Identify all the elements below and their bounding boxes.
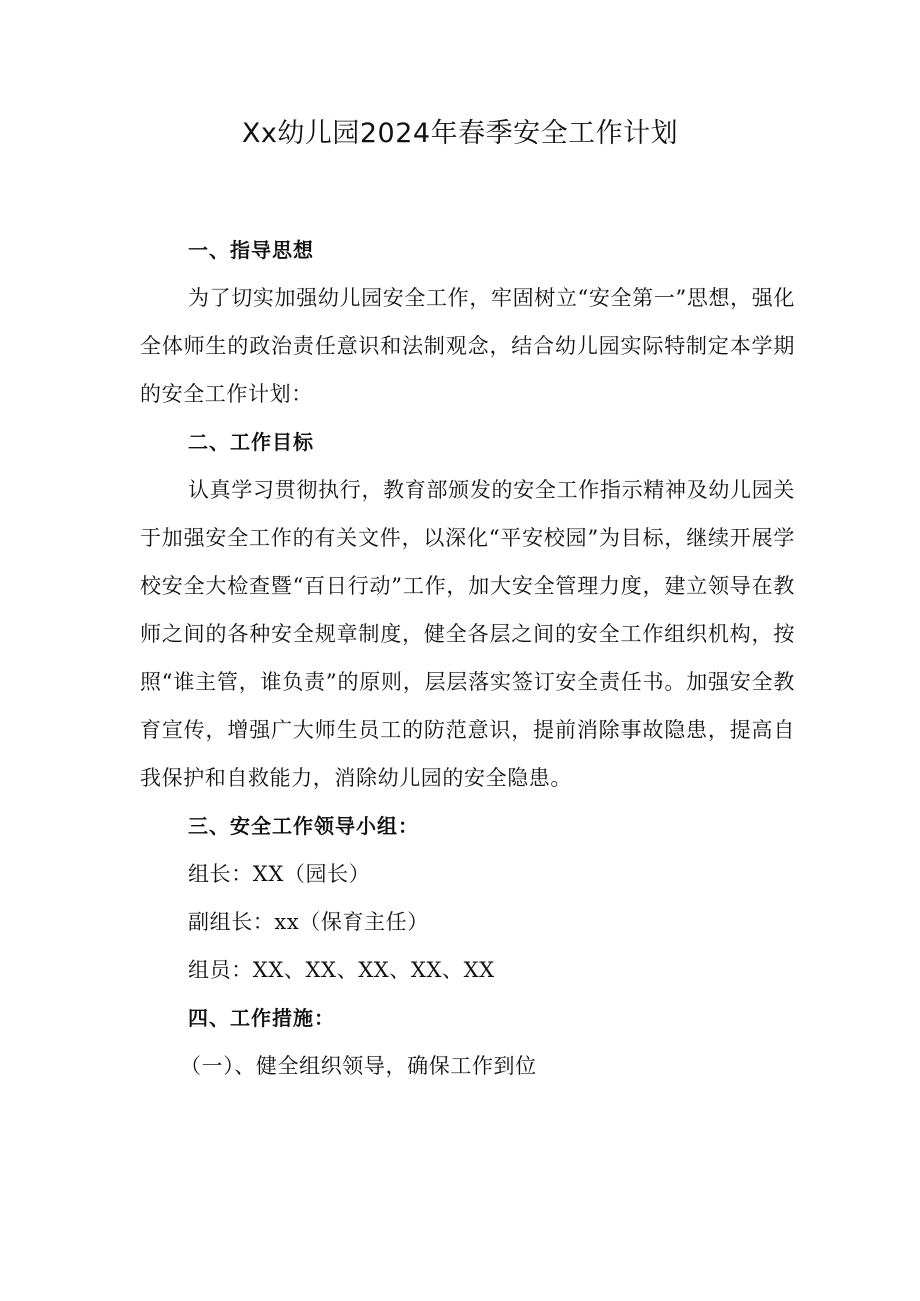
- section-paragraph-work-goals: 认真学习贯彻执行，教育部颁发的安全工作指示精神及幼儿园关于加强安全工作的有关文件，以深化“平安校园”为目标，继续开展学校安全大检查暨“百日行动”工作，加大安全管理力度，建立领导在教师之间的各种安全规章制度，健全各层之间的安全工作组织机构，按照“谁主管，谁负责”的原则，层层落实签订安全责任书。加强安全教育宣传，增强广大师生员工的防范意识，提前消除事故隐患，提高自我保护和自救能力，消除幼儿园的安全隐患。: [140, 478, 795, 790]
- document-title: Xx幼儿园2024年春季安全工作计划: [241, 118, 679, 149]
- section-heading-guiding-ideology: 一、指导思想: [188, 238, 314, 262]
- group-members-line: 组员：XX、XX、XX、XX、XX: [188, 958, 495, 982]
- section-heading-leadership-group: 三、安全工作领导小组：: [188, 814, 419, 838]
- deputy-leader-line: 副组长：xx（保育主任）: [188, 910, 429, 934]
- section-heading-work-goals: 二、工作目标: [188, 430, 314, 454]
- section-paragraph-guiding-ideology: 为了切实加强幼儿园安全工作，牢固树立“安全第一”思想，强化全体师生的政治责任意识和法制观念，结合幼儿园实际特制定本学期的安全工作计划：: [140, 286, 795, 406]
- section-heading-work-measures: 四、工作措施：: [188, 1006, 335, 1030]
- subsection-heading-organization: （一）、健全组织领导，确保工作到位: [180, 1054, 537, 1078]
- document-body: [140, 226, 795, 1090]
- group-leader-line: 组长：XX（园长）: [188, 862, 371, 886]
